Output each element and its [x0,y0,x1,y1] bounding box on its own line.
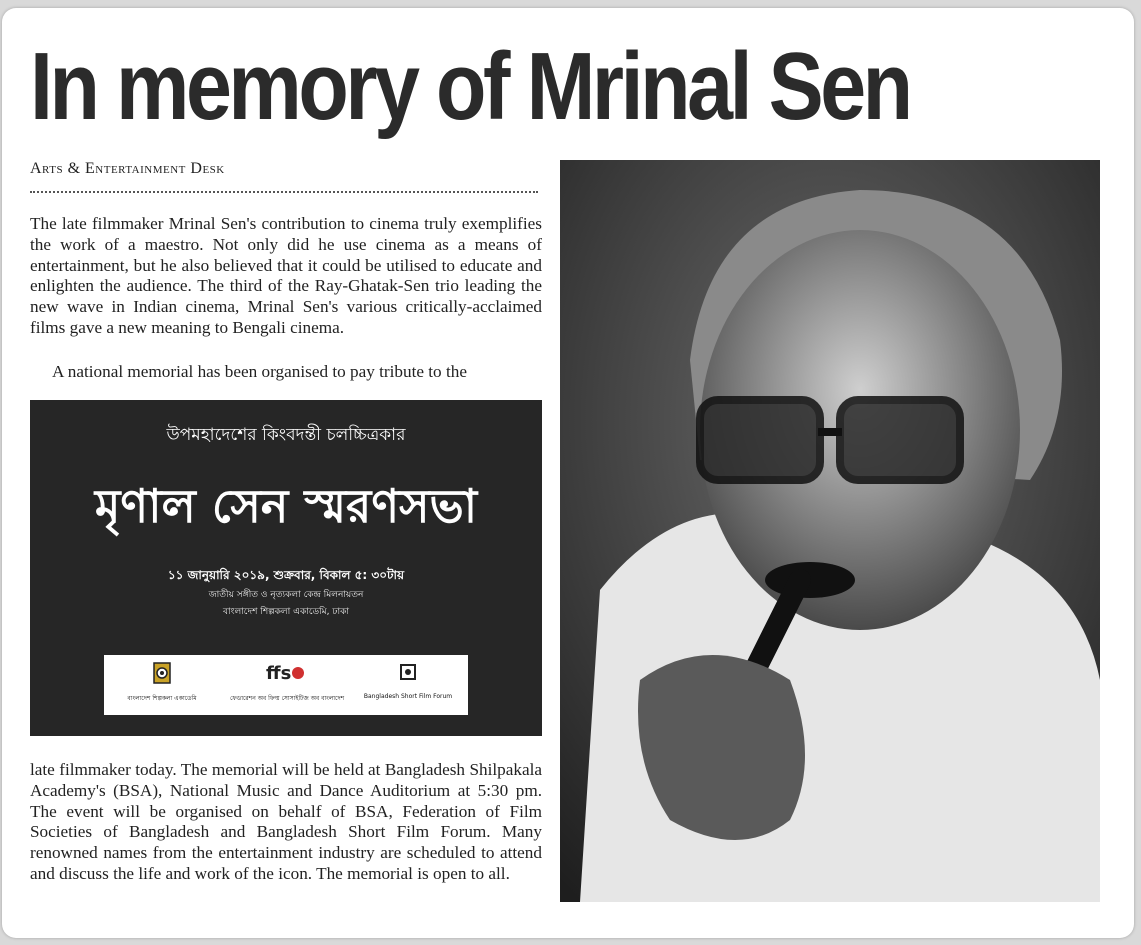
bsa-logo-icon [149,659,175,687]
ffsb-logo: ffs ফেডারেশন অব ফিল্ম সোসাইটিজ অব বাংলাদেশ [230,659,340,704]
poster-venue: জাতীয় সঙ্গীত ও নৃত্যকলা কেন্দ্র মিলনায়তন [208,590,364,600]
bsa-logo: বাংলাদেশ শিল্পকলা একাডেমি [116,659,208,704]
article-page [2,8,1134,938]
paragraph-memorial-start: A national memorial has been organised to pay tribute to the [52,362,467,381]
poster-date: ১১ জানুয়ারি ২০১৯, শুক্রবার, বিকাল ৫: ৩০টায় [167,568,405,582]
memorial-poster [30,400,542,736]
bsff-logo-icon [397,659,419,687]
poster-place: বাংলাদেশ শিল্পকলা একাডেমি, ঢাকা [222,607,350,617]
sponsor-logo-strip [104,655,468,715]
headline: In memory of Mrinal Sen [30,33,910,140]
svg-text:ffs: ffs [266,663,292,684]
bsff-logo: Bangladesh Short Film Forum [358,659,458,700]
poster-subtitle: উপমহাদেশের কিংবদন্তী চলচ্চিত্রকার [166,425,406,445]
ffsb-logo-icon [262,659,308,687]
dotted-divider [30,191,538,193]
byline: Arts & Entertainment Desk [30,160,225,177]
mrinal-sen-photo [560,160,1100,902]
paragraph-intro: The late filmmaker Mrinal Sen's contribution to cinema truly exemplifies the work of a maestro. Not only did he use cinema as a means of entertainment, but he also believed that it could be utilised to educate and enlighten the audience. The third of the Ray-Ghatak-Sen trio leading the new wave in Indian cinema, Mrinal Sen's various critically-acclaimed films gave a new meaning to Bengali cinema. [30,214,542,337]
paragraph-memorial-details: late filmmaker today. The memorial will be held at Bangladesh Shilpakala Academy's (BSA), National Music and Dance Auditorium at 5:30 pm. The event will be organised on behalf of BSA, Federation of Film Societies of Bangladesh and Bangladesh Short Film Forum. Many renowned names from the entertainment industry are scheduled to attend and discuss the life and work of the icon. The memorial is open to all. [30,760,542,883]
poster-title: মৃণাল সেন স্মরণসভা [94,479,478,533]
